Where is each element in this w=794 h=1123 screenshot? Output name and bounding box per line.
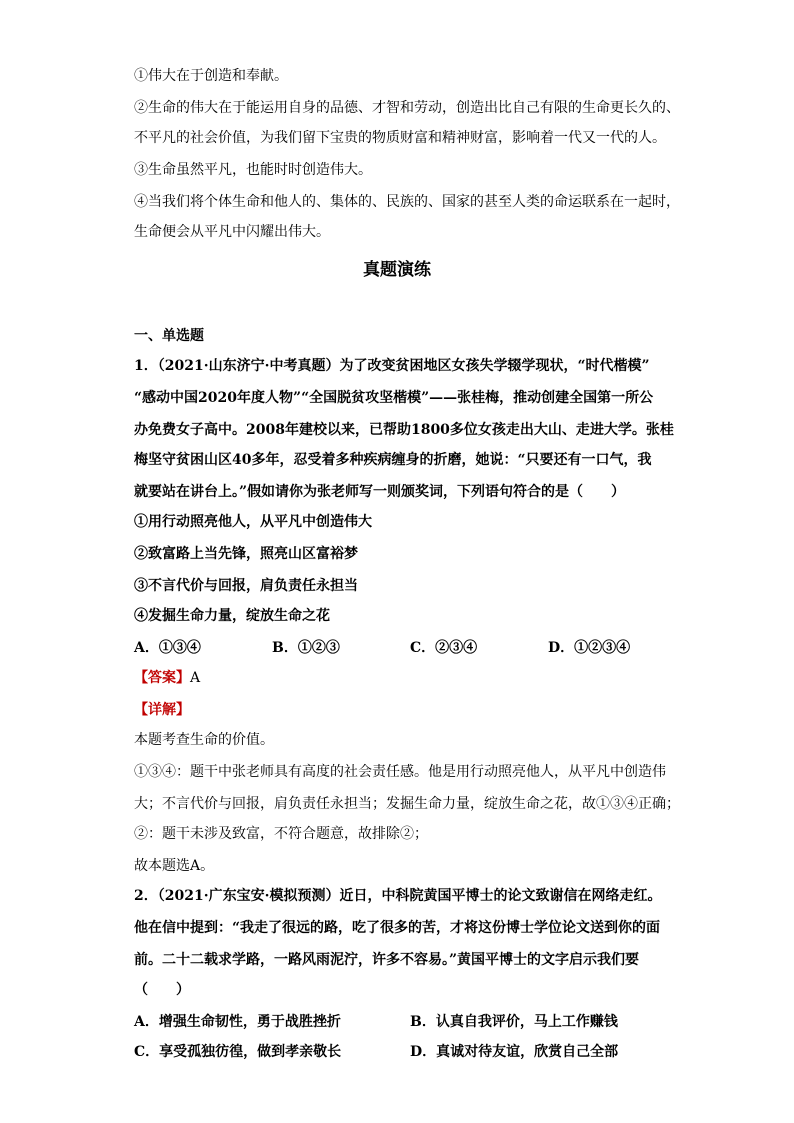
subsection-title: 一、单选题 [134, 328, 204, 344]
q1-detail-line-4: ②：题干未涉及致富，不符合题意，故排除②； [134, 826, 428, 842]
q1-stem-line-4: 梅坚守贫困山区40多年，忍受着多种疾病缠身的折磨，她说：“只要还有一口气，我 [134, 452, 652, 468]
q1-answer [134, 668, 200, 688]
answer-label: 【答案】 [134, 670, 190, 686]
q1-stem-line-2: “感动中国2020年度人物”“全国脱贫攻坚楷模”——张桂梅，推动创建全国第一所公 [134, 390, 654, 406]
intro-line-5: ④当我们将个体生命和他人的、集体的、民族的、国家的甚至人类的命运联系在一起时， [134, 194, 680, 210]
q1-detail-line-3: 大；不言代价与回报，肩负责任永担当；发掘生命力量，绽放生命之花，故①③④正确； [134, 796, 680, 812]
q2-stem-line-2: 他在信中提到：“我走了很远的路，吃了很多的苦，才将这份博士学位论文送到你的面 [134, 920, 661, 936]
q1-detail-line-2: ①③④：题干中张老师具有高度的社会责任感。他是用行动照亮他人，从平凡中创造伟 [134, 764, 666, 780]
q2-option-d: D．真诚对待友谊，欣赏自己全部 [410, 1044, 619, 1060]
q2-stem-line-4: （ ） [134, 982, 190, 998]
q1-option-b: B．①②③ [272, 640, 340, 656]
q1-stem-line-5: 就要站在讲台上。”假如请你为张老师写一则颁奖词，下列语句符合的是（ ） [134, 484, 626, 500]
q1-detail-heading [134, 700, 190, 720]
q1-detail-line-5: 故本题选A。 [134, 858, 215, 874]
intro-line-3: 不平凡的社会价值，为我们留下宝贵的物质财富和精神财富，影响着一代又一代的人。 [134, 130, 666, 146]
intro-line-2: ②生命的伟大在于能运用自身的品德、才智和劳动，创造出比自己有限的生命更长久的、 [134, 100, 680, 116]
answer-value: A [190, 670, 201, 686]
q1-statement-4: ④发掘生命力量，绽放生命之花 [134, 608, 330, 624]
q1-statement-3: ③不言代价与回报，肩负责任永担当 [134, 578, 358, 594]
q1-detail-line-1: 本题考查生命的价值。 [134, 732, 274, 748]
q2-stem-line-1: 2．（2021·广东宝安·模拟预测）近日，中科院黄国平博士的论文致谢信在网络走红。 [134, 888, 662, 904]
q2-option-c: C．享受孤独彷徨，做到孝亲敬长 [134, 1044, 342, 1060]
q2-option-b: B．认真自我评价，马上工作赚钱 [410, 1014, 618, 1030]
intro-line-6: 生命便会从平凡中闪耀出伟大。 [134, 224, 330, 240]
detail-label: 【详解】 [134, 702, 190, 718]
q1-stem-line-3: 办免费女子高中。2008年建校以来，已帮助1800多位女孩走出大山、走进大学。张桂 [134, 422, 674, 438]
q1-statement-2: ②致富路上当先锋，照亮山区富裕梦 [134, 546, 358, 562]
section-title: 真题演练 [363, 260, 431, 280]
q1-option-a: A．①③④ [134, 640, 201, 656]
intro-line-4: ③生命虽然平凡，也能时时创造伟大。 [134, 162, 372, 178]
q1-statement-1: ①用行动照亮他人，从平凡中创造伟大 [134, 514, 372, 530]
q2-option-a: A．增强生命韧性，勇于战胜挫折 [134, 1014, 341, 1030]
q2-stem-line-3: 前。二十二载求学路，一路风雨泥泞，许多不容易。”黄国平博士的文字启示我们要 [134, 952, 640, 968]
q1-option-c: C．②③④ [410, 640, 478, 656]
intro-line-1: ①伟大在于创造和奉献。 [134, 68, 288, 84]
q1-option-d: D．①②③④ [548, 640, 631, 656]
q1-stem-line-1: 1．（2021·山东济宁·中考真题）为了改变贫困地区女孩失学辍学现状，“时代楷模” [134, 358, 650, 374]
